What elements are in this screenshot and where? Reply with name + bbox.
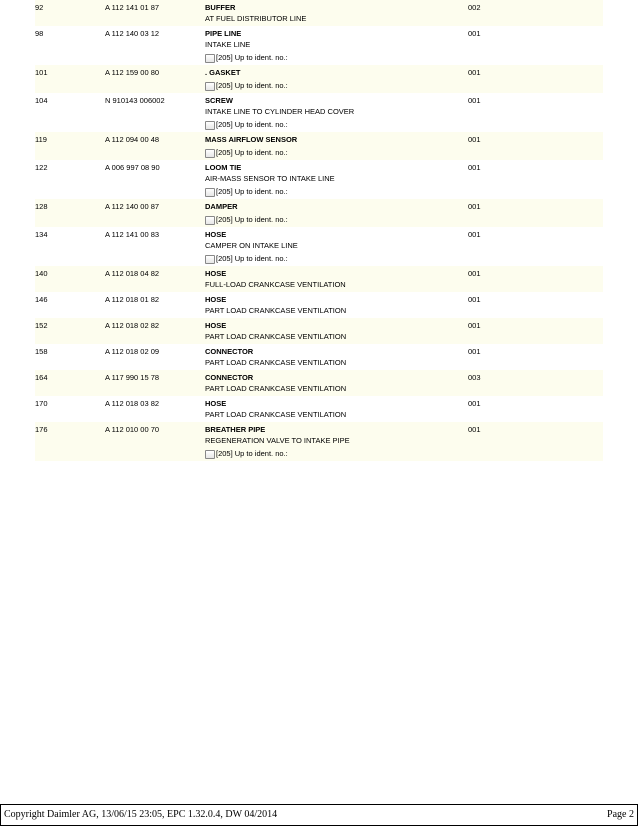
position-number: 158 [35, 347, 48, 356]
part-description: PART LOAD CRANKCASE VENTILATION [205, 384, 347, 393]
quantity: 001 [468, 68, 481, 77]
position-number: 146 [35, 295, 48, 304]
footnote [205, 118, 470, 130]
footnote [205, 146, 470, 158]
note-icon[interactable] [205, 149, 215, 158]
table-row [35, 370, 603, 396]
part-description: PART LOAD CRANKCASE VENTILATION [205, 410, 347, 419]
part-number: A 112 018 02 09 [105, 347, 160, 356]
description-cell [205, 95, 470, 130]
description-cell [205, 2, 470, 24]
part-description: CAMPER ON INTAKE LINE [205, 241, 298, 250]
table-row [35, 93, 603, 132]
description-cell [205, 229, 470, 264]
part-number: N 910143 006002 [105, 96, 165, 105]
part-name: . GASKET [205, 68, 241, 77]
description-cell [205, 398, 470, 420]
part-number: A 112 159 00 80 [105, 68, 160, 77]
quantity: 001 [468, 269, 481, 278]
part-name: BREATHER PIPE [205, 425, 266, 434]
position-number: 164 [35, 373, 48, 382]
table-row [35, 422, 603, 461]
position-number: 140 [35, 269, 48, 278]
quantity: 001 [468, 321, 481, 330]
part-name: BUFFER [205, 3, 236, 12]
description-cell [205, 201, 470, 225]
part-number: A 112 018 03 82 [105, 399, 160, 408]
note-icon[interactable] [205, 82, 215, 91]
part-name: DAMPER [205, 202, 238, 211]
position-number: 128 [35, 202, 48, 211]
part-number: A 112 018 04 82 [105, 269, 160, 278]
part-description: INTAKE LINE [205, 40, 251, 49]
part-description: FULL-LOAD CRANKCASE VENTILATION [205, 280, 346, 289]
part-name: HOSE [205, 295, 227, 304]
position-number: 134 [35, 230, 48, 239]
position-number: 170 [35, 399, 48, 408]
description-cell [205, 268, 470, 290]
part-name: HOSE [205, 399, 227, 408]
quantity: 001 [468, 295, 481, 304]
footnote [205, 51, 470, 63]
table-row [35, 227, 603, 266]
table-row [35, 396, 603, 422]
description-cell [205, 28, 470, 63]
part-name: SCREW [205, 96, 233, 105]
description-cell [205, 134, 470, 158]
part-description: PART LOAD CRANKCASE VENTILATION [205, 332, 347, 341]
description-cell [205, 162, 470, 197]
part-number: A 112 094 00 48 [105, 135, 160, 144]
position-number: 122 [35, 163, 48, 172]
part-name: CONNECTOR [205, 347, 254, 356]
parts-table [35, 0, 603, 461]
footnote-text: [205] Up to ident. no.: [216, 81, 288, 90]
description-cell [205, 67, 470, 91]
part-number: A 117 990 15 78 [105, 373, 160, 382]
part-number: A 112 018 02 82 [105, 321, 160, 330]
part-number: A 112 141 01 87 [105, 3, 160, 12]
part-name: PIPE LINE [205, 29, 242, 38]
quantity: 001 [468, 163, 481, 172]
quantity: 001 [468, 135, 481, 144]
part-name: HOSE [205, 269, 227, 278]
part-number: A 112 018 01 82 [105, 295, 160, 304]
description-cell [205, 424, 470, 459]
part-number: A 112 141 00 83 [105, 230, 160, 239]
position-number: 101 [35, 68, 48, 77]
quantity: 001 [468, 29, 481, 38]
quantity: 001 [468, 425, 481, 434]
part-description: AT FUEL DISTRIBUTOR LINE [205, 14, 307, 23]
footnote-text: [205] Up to ident. no.: [216, 449, 288, 458]
note-icon[interactable] [205, 188, 215, 197]
note-icon[interactable] [205, 54, 215, 63]
footnote-text: [205] Up to ident. no.: [216, 215, 288, 224]
footnote-text: [205] Up to ident. no.: [216, 53, 288, 62]
part-name: HOSE [205, 321, 227, 330]
page-number: Page 2 [607, 809, 634, 820]
part-name: LOOM TIE [205, 163, 242, 172]
part-description: PART LOAD CRANKCASE VENTILATION [205, 306, 347, 315]
part-number: A 112 140 03 12 [105, 29, 160, 38]
footnote-text: [205] Up to ident. no.: [216, 254, 288, 263]
quantity: 002 [468, 3, 481, 12]
quantity: 001 [468, 230, 481, 239]
quantity: 001 [468, 202, 481, 211]
part-name: MASS AIRFLOW SENSOR [205, 135, 298, 144]
quantity: 001 [468, 96, 481, 105]
position-number: 152 [35, 321, 48, 330]
note-icon[interactable] [205, 121, 215, 130]
table-row [35, 292, 603, 318]
footnote [205, 252, 470, 264]
quantity: 001 [468, 347, 481, 356]
table-row [35, 266, 603, 292]
part-number: A 112 010 00 70 [105, 425, 160, 434]
position-number: 104 [35, 96, 48, 105]
page-footer [0, 804, 638, 826]
copyright-text: Copyright Daimler AG, 13/06/15 23:05, EPC 1.32.0.4, DW 04/2014 [4, 809, 278, 820]
table-row [35, 199, 603, 227]
position-number: 98 [35, 29, 44, 38]
position-number: 176 [35, 425, 48, 434]
part-name: HOSE [205, 230, 227, 239]
description-cell [205, 346, 470, 368]
note-icon[interactable] [205, 450, 215, 459]
table-row [35, 26, 603, 65]
table-row [35, 65, 603, 93]
note-icon[interactable] [205, 216, 215, 225]
part-number: A 006 997 08 90 [105, 163, 160, 172]
table-row [35, 0, 603, 26]
footnote [205, 213, 470, 225]
table-row [35, 160, 603, 199]
position-number: 92 [35, 3, 44, 12]
table-row [35, 132, 603, 160]
description-cell [205, 320, 470, 342]
part-description: PART LOAD CRANKCASE VENTILATION [205, 358, 347, 367]
position-number: 119 [35, 135, 47, 144]
table-row [35, 318, 603, 344]
footnote-text: [205] Up to ident. no.: [216, 148, 288, 157]
footnote [205, 447, 470, 459]
part-description: REGENERATION VALVE TO INTAKE PIPE [205, 436, 350, 445]
description-cell [205, 372, 470, 394]
quantity: 001 [468, 399, 481, 408]
footnote [205, 185, 470, 197]
footnote [205, 79, 470, 91]
table-row [35, 344, 603, 370]
footnote-text: [205] Up to ident. no.: [216, 187, 288, 196]
part-description: INTAKE LINE TO CYLINDER HEAD COVER [205, 107, 355, 116]
quantity: 003 [468, 373, 481, 382]
footnote-text: [205] Up to ident. no.: [216, 120, 288, 129]
part-name: CONNECTOR [205, 373, 254, 382]
description-cell [205, 294, 470, 316]
note-icon[interactable] [205, 255, 215, 264]
part-description: AIR-MASS SENSOR TO INTAKE LINE [205, 174, 335, 183]
part-number: A 112 140 00 87 [105, 202, 160, 211]
